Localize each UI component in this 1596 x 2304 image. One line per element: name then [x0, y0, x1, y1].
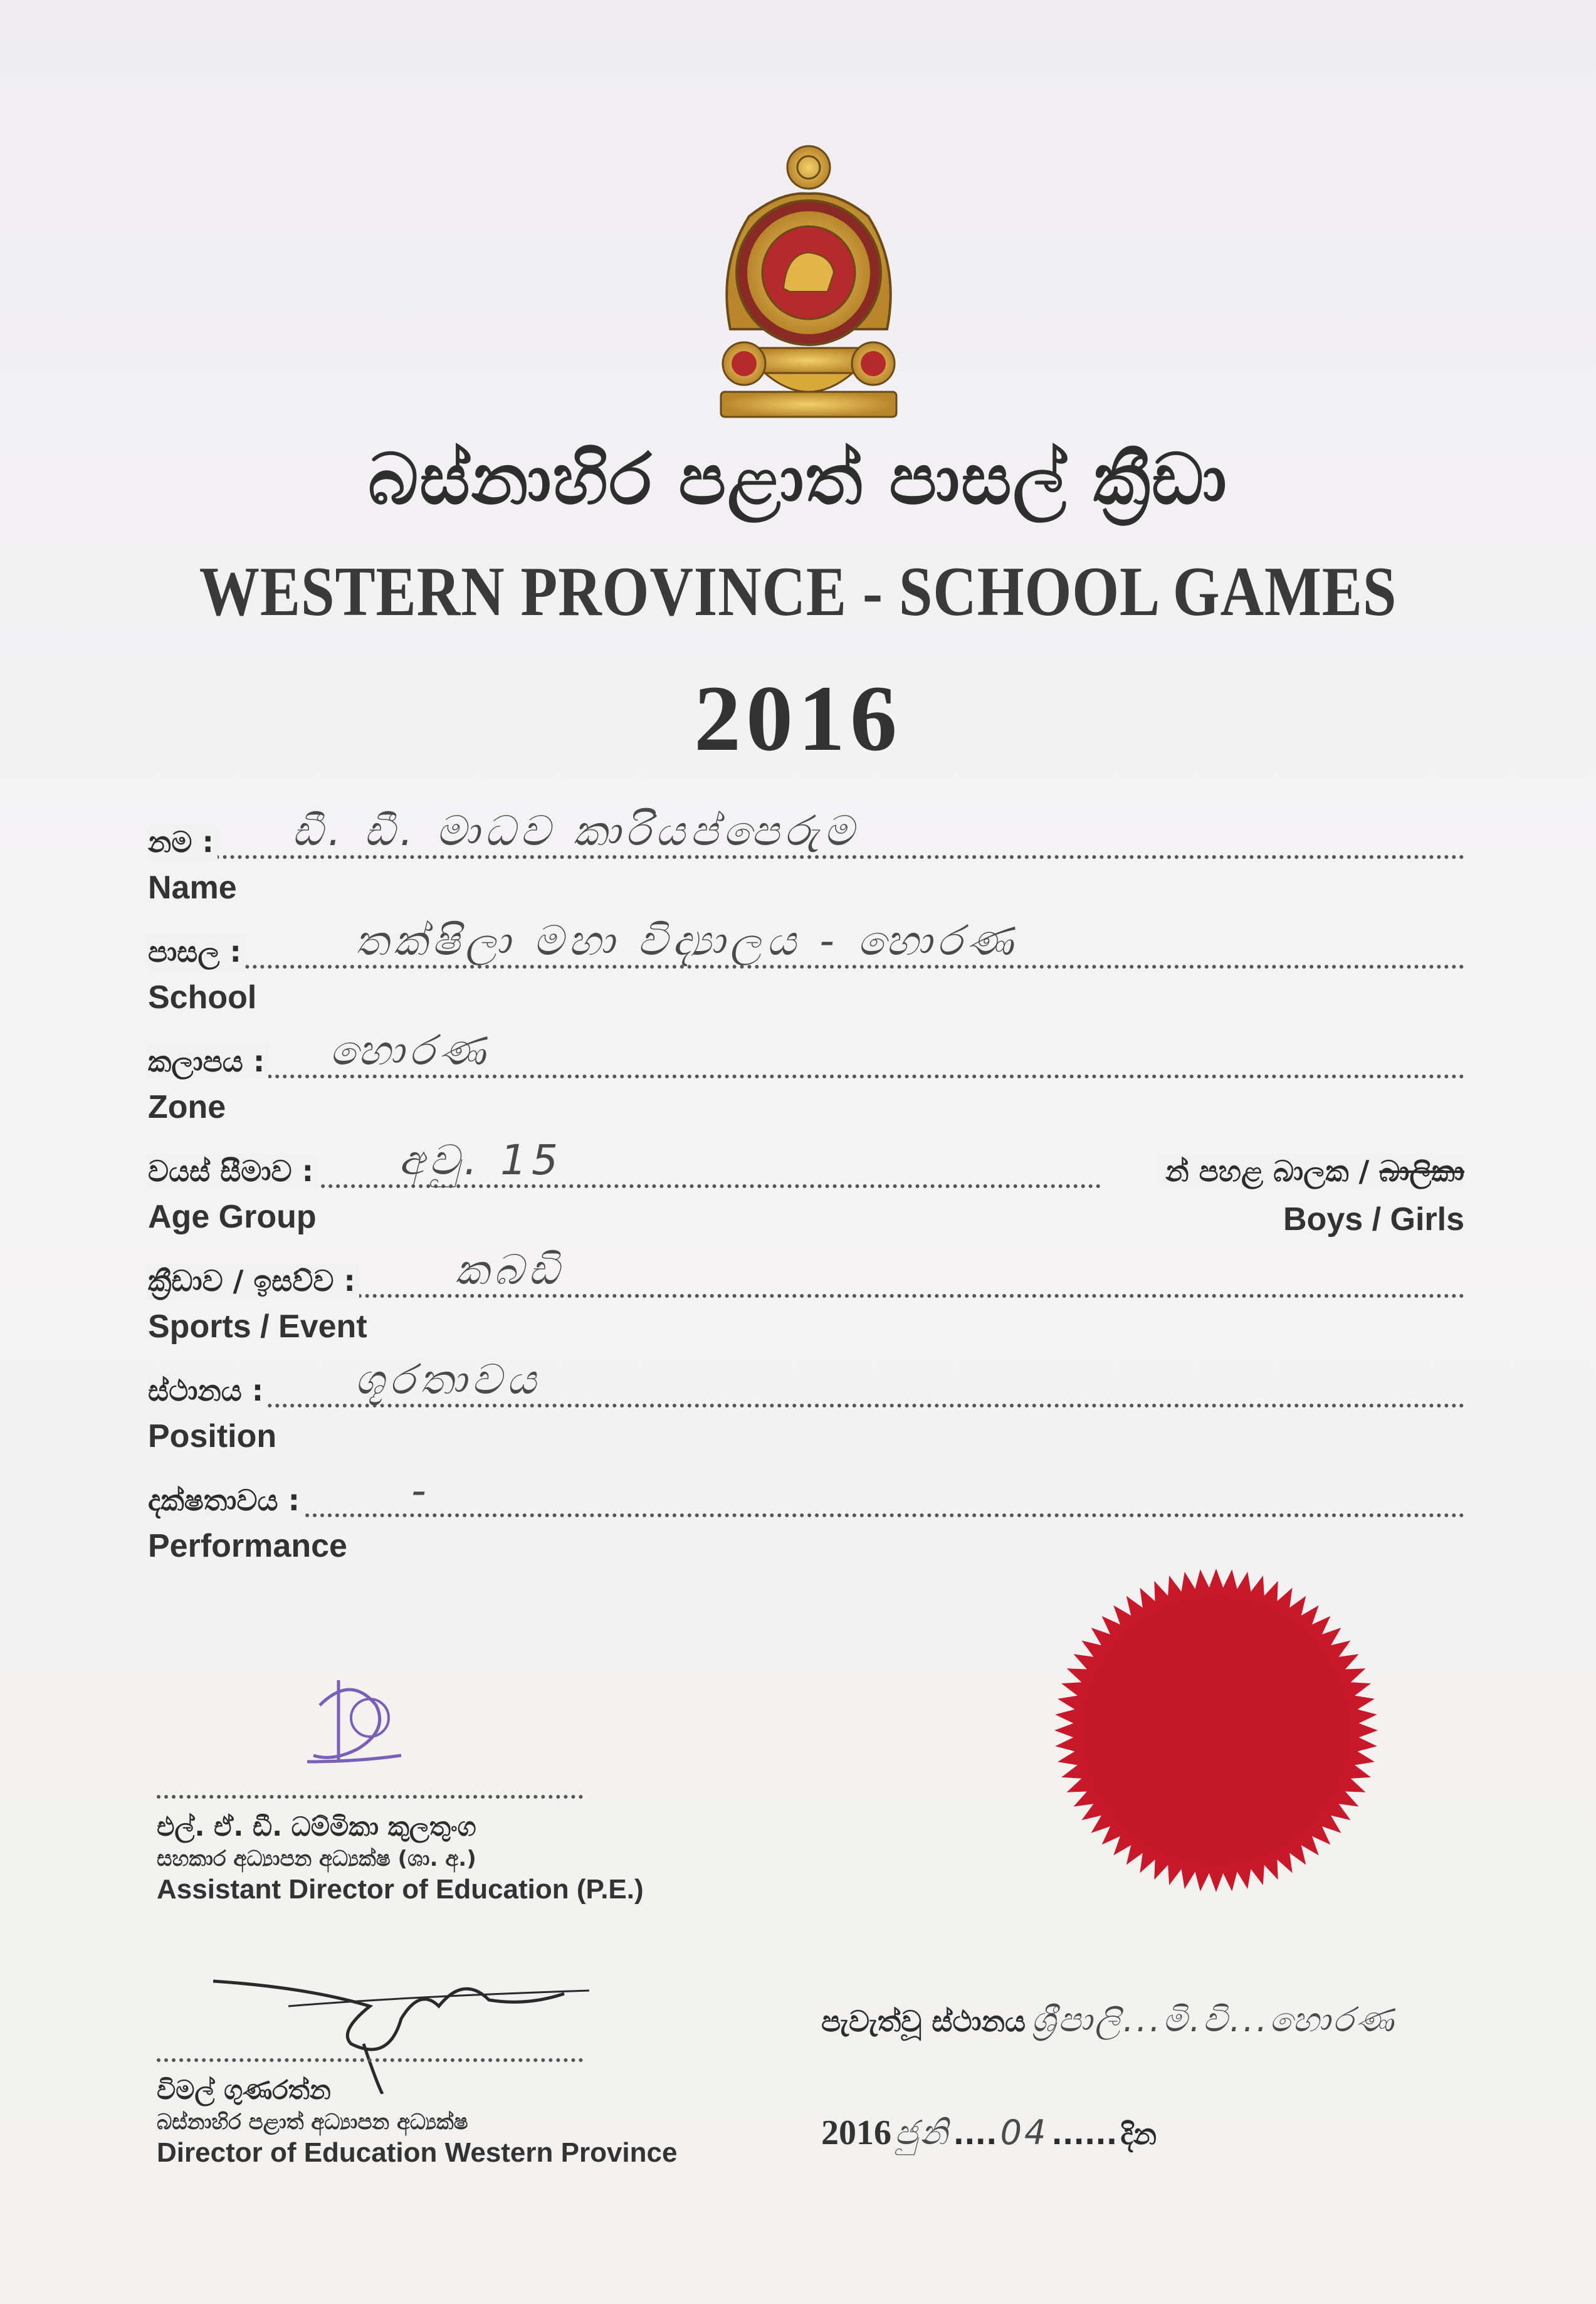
position-dotted-line	[148, 1399, 1464, 1407]
performance-value: -	[411, 1466, 431, 1515]
age-group-value: අවු. 15	[399, 1136, 564, 1184]
national-emblem-icon	[705, 141, 912, 429]
signatory-2-title-si: බස්නාහිර පළාත් අධ්‍යාපන අධ්‍යක්ෂ	[157, 2110, 468, 2135]
signatory-1-title-en: Assistant Director of Education (P.E.)	[157, 1874, 644, 1905]
age-group-label-en: Age Group	[148, 1199, 317, 1235]
signatory-1-name: එල්. ඒ. ඩී. ධම්මිකා කුලතුංග	[157, 1811, 476, 1842]
gender-prefix: න් පහළ බාලක /	[1165, 1154, 1370, 1188]
position-value: ශූරතාවය	[355, 1355, 542, 1404]
signatory-1-title-si: සහකාර අධ්‍යාපන අධ්‍යක්ෂ (ශා. අ.)	[157, 1846, 476, 1871]
sport-label-si: ක්‍රීඩාව / ඉසව්ව :	[148, 1264, 359, 1299]
venue-label: පැවැත්වූ ස්ථානය	[821, 2004, 1028, 2038]
field-zone	[148, 1028, 1464, 1126]
red-seal-icon	[1053, 1567, 1379, 1893]
zone-label-si: කලාපය :	[148, 1044, 268, 1080]
signatory-2-title-en: Director of Education Western Province	[157, 2137, 678, 2168]
signatory-1	[157, 1790, 721, 1905]
gender-label-en: Boys / Girls	[1283, 1201, 1464, 1238]
title-english: WESTERN PROVINCE - SCHOOL GAMES	[199, 553, 1397, 631]
performance-dotted-line	[148, 1508, 1464, 1517]
gender-struck: බාලිකා	[1379, 1154, 1464, 1188]
school-value: තක්ෂිලා මහා විද්‍යාලය - හොරණ	[355, 917, 1019, 965]
field-age-group	[148, 1138, 1464, 1236]
performance-label-si: දක්ෂතාවය :	[148, 1483, 303, 1518]
field-position	[148, 1357, 1464, 1455]
venue-value: ශ්‍රීපාලි...මි.වි...හොරණ	[1031, 2000, 1397, 2039]
date-suffix: දින	[1120, 2117, 1157, 2151]
signatory-2-name: විමල් ගුණරත්න	[157, 2075, 331, 2105]
performance-label-en: Performance	[148, 1528, 347, 1564]
signature-1-icon	[295, 1668, 420, 1774]
name-label-si: නම :	[148, 825, 218, 860]
name-label-en: Name	[148, 870, 237, 906]
venue-row	[821, 2000, 1511, 2040]
name-value: ඩී. ඩී. මාධව කාරියප්පෙරුම	[292, 807, 859, 855]
zone-label-en: Zone	[148, 1089, 226, 1125]
position-label-si: ස්ථානය :	[148, 1374, 267, 1409]
date-year: 2016	[821, 2113, 891, 2152]
school-label-en: School	[148, 979, 257, 1016]
date-day: 04	[1000, 2113, 1049, 2152]
title-year: 2016	[694, 666, 902, 771]
field-performance	[148, 1467, 1464, 1565]
sport-value: කබඩි	[455, 1246, 564, 1294]
field-school	[148, 918, 1464, 1016]
gender-label-si	[1159, 1154, 1464, 1189]
signatory-1-dotted-line	[157, 1790, 583, 1799]
field-name	[148, 809, 1464, 907]
date-row: 2016 ජුනි .... 04 ...... දින	[821, 2113, 1157, 2152]
signatory-2-dotted-line	[157, 2053, 583, 2062]
sport-label-en: Sports / Event	[148, 1308, 367, 1345]
position-label-en: Position	[148, 1418, 277, 1454]
field-sport	[148, 1248, 1464, 1345]
signatory-2	[157, 2053, 721, 2169]
zone-value: හොරණ	[330, 1026, 491, 1075]
age-group-label-si: වයස් සීමාව :	[148, 1154, 317, 1189]
date-month: ජුනි	[895, 2113, 950, 2152]
title-sinhala: බස්නාහිර පළාත් පාසල් ක්‍රීඩා	[368, 439, 1228, 520]
school-label-si: පාසල :	[148, 935, 245, 970]
